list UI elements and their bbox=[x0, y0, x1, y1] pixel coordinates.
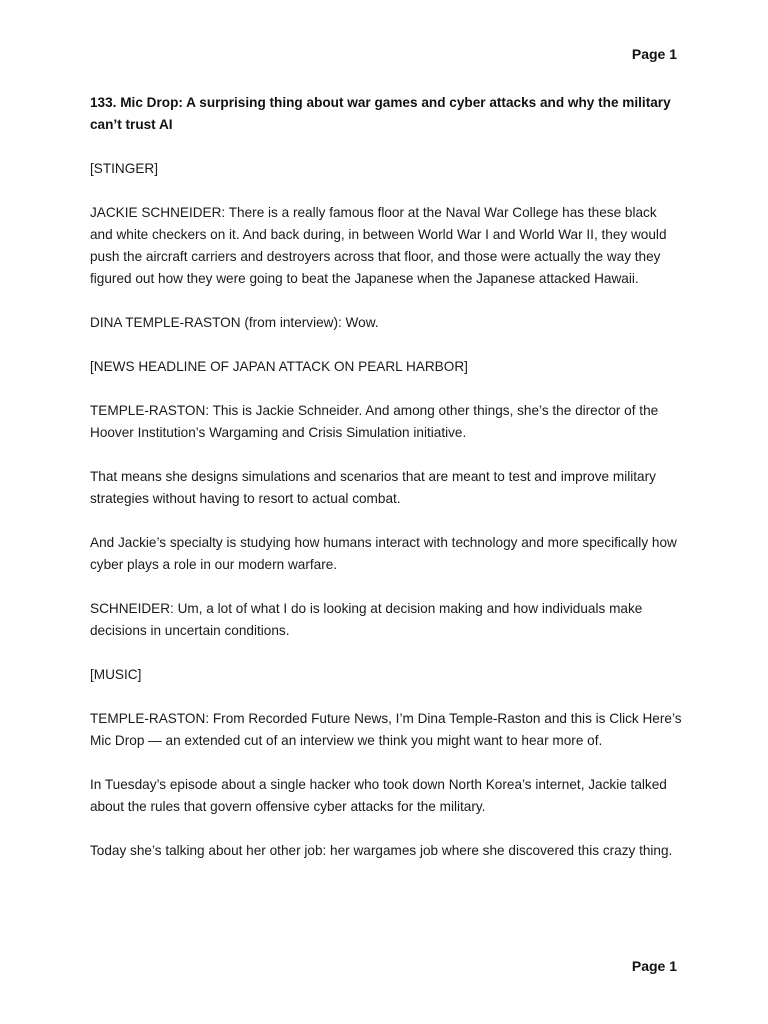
paragraph-intro-jackie-schneider: TEMPLE-RASTON: This is Jackie Schneider. And among other things, she’s the director of the Hoover Institution’s Wargaming and Crisis Simulation initiative. bbox=[90, 403, 659, 440]
document-body bbox=[90, 92, 682, 884]
stage-direction-news-headline: [NEWS HEADLINE OF JAPAN ATTACK ON PEARL HARBOR] bbox=[90, 359, 468, 374]
paragraph-wargames-job: Today she’s talking about her other job: her wargames job where she discovered this crazy thing. bbox=[90, 843, 673, 858]
paragraph-temple-raston-wow: DINA TEMPLE-RASTON (from interview): Wow. bbox=[90, 315, 379, 330]
stage-direction-music: [MUSIC] bbox=[90, 667, 142, 682]
paragraph-specialty: And Jackie’s specialty is studying how humans interact with technology and more specifically how cyber plays a role in our modern warfare. bbox=[90, 535, 677, 572]
page-number-footer: Page 1 bbox=[631, 958, 677, 974]
paragraph-simulations: That means she designs simulations and scenarios that are meant to test and improve military strategies without having to resort to actual combat. bbox=[90, 469, 656, 506]
document-title: 133. Mic Drop: A surprising thing about war games and cyber attacks and why the military can’t trust AI bbox=[90, 95, 671, 132]
paragraph-show-intro: TEMPLE-RASTON: From Recorded Future News, I’m Dina Temple-Raston and this is Click Here’s Mic Drop — an extended cut of an interview we think you might want to hear more of. bbox=[90, 711, 682, 748]
paragraph-decision-making: SCHNEIDER: Um, a lot of what I do is looking at decision making and how individuals make decisions in uncertain conditions. bbox=[90, 601, 643, 638]
paragraph-tuesday-episode: In Tuesday’s episode about a single hacker who took down North Korea’s internet, Jackie talked about the rules that govern offensive cyber attacks for the military. bbox=[90, 777, 667, 814]
paragraph-schneider-naval-war-college: JACKIE SCHNEIDER: There is a really famous floor at the Naval War College has these black and white checkers on it. And back during, in between World War I and World War II, they would push the aircraft carriers and destroyers across that floor, and those were actually the way they figured out how they were going to beat the Japanese when the Japanese attacked Hawaii. bbox=[90, 205, 667, 286]
stage-direction-stinger: [STINGER] bbox=[90, 161, 158, 176]
page-number-header: Page 1 bbox=[631, 46, 677, 62]
